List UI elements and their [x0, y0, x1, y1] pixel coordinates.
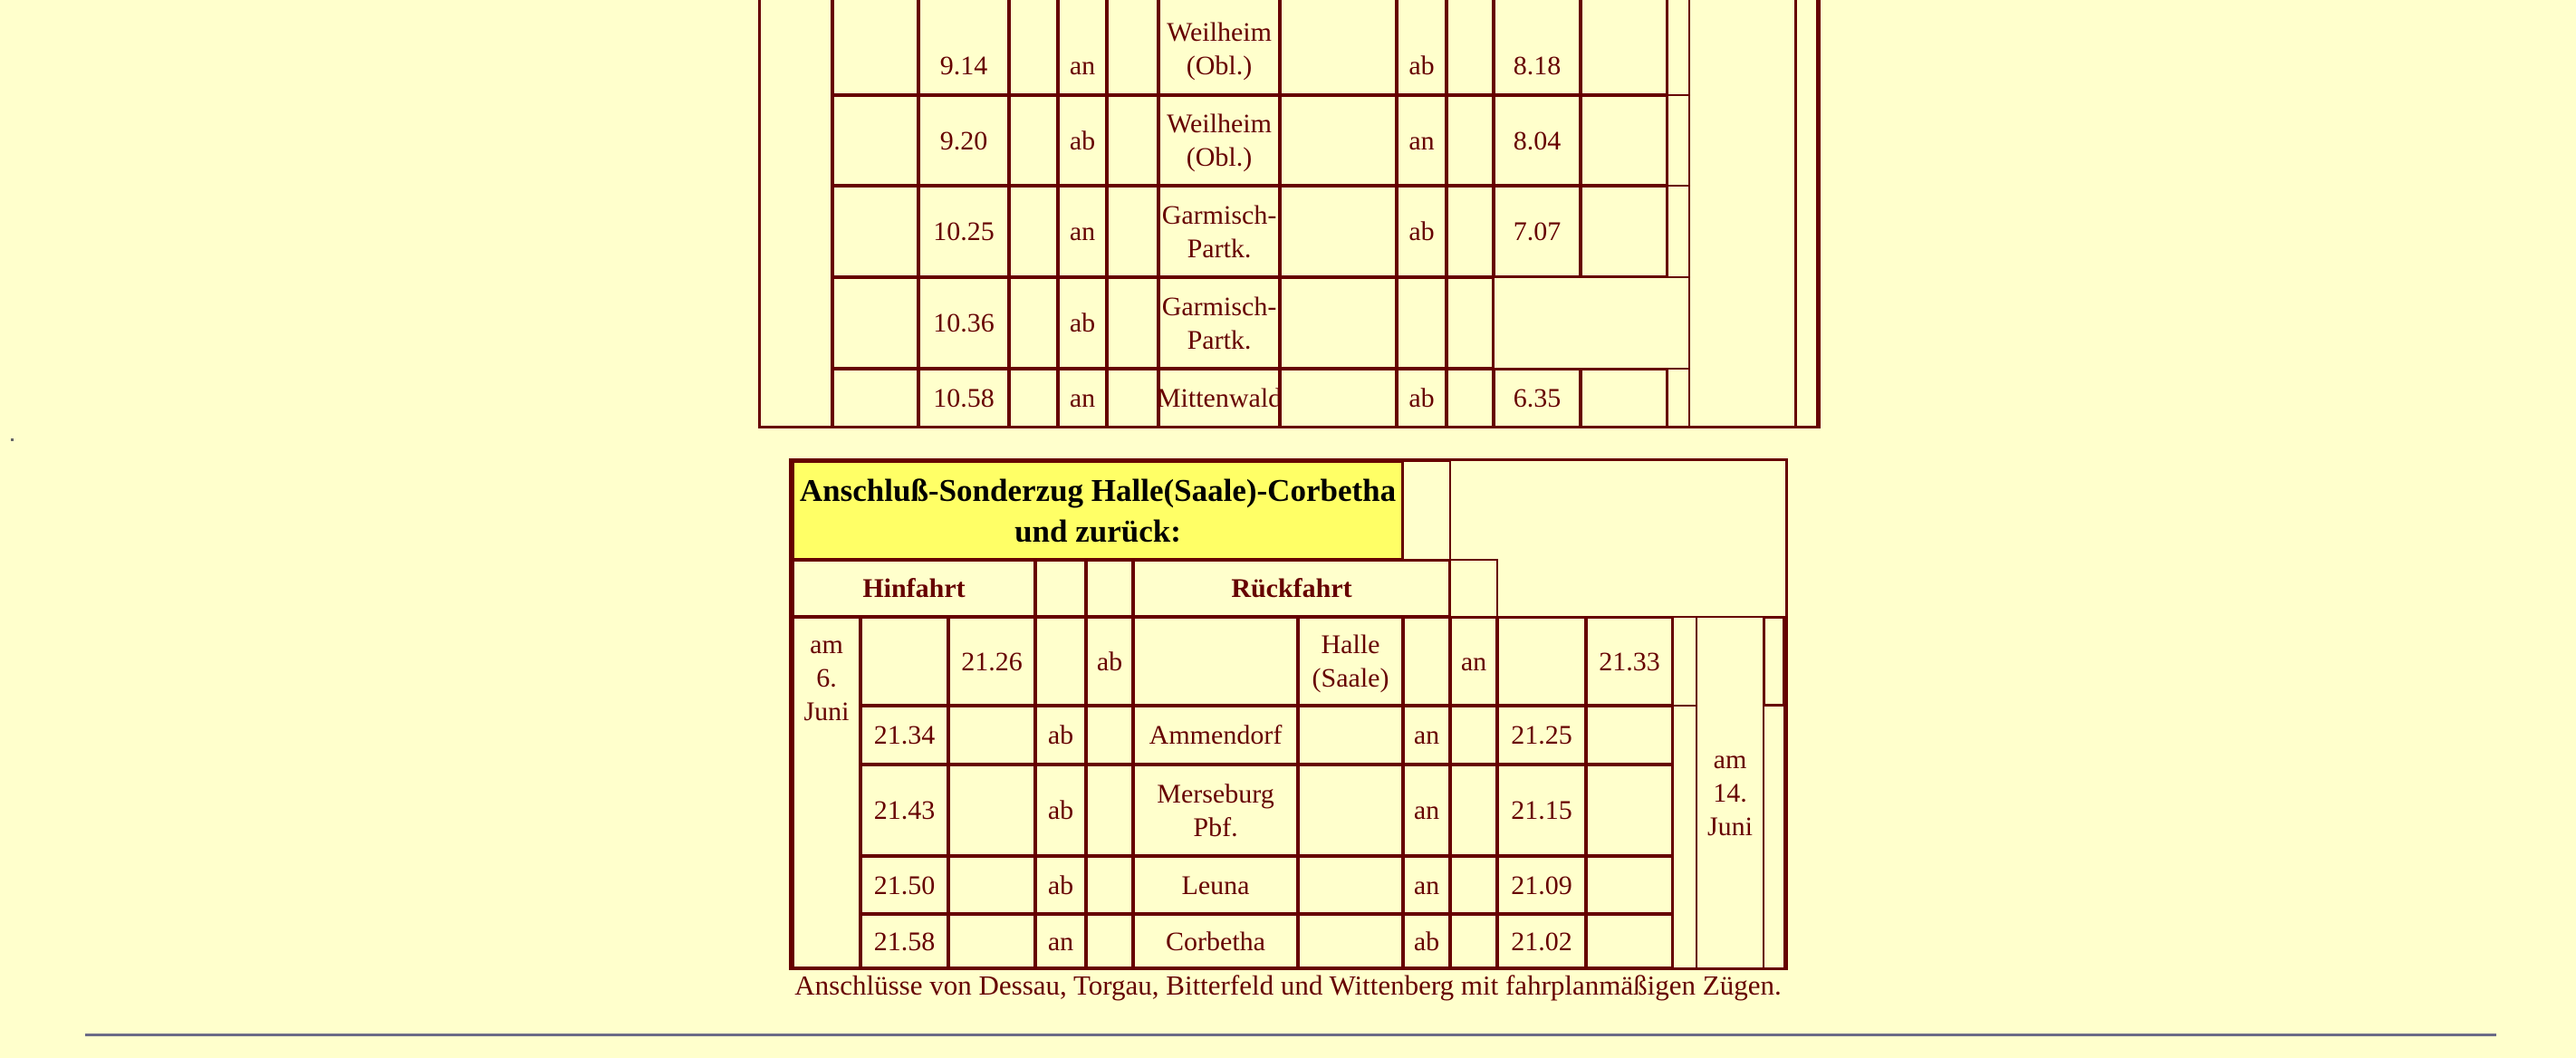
footnote: Anschlüsse von Dessau, Torgau, Bitterfeld und Wittenberg mit fahrplanmäßigen Zügen.	[794, 969, 1782, 1001]
header-spacer	[1034, 559, 1087, 618]
connection-title: Anschluß-Sonderzug Halle(Saale)-Corbetha und zurück:	[792, 460, 1404, 561]
dep-time: 21.43	[860, 764, 949, 857]
cell-empty	[1402, 616, 1451, 707]
dep-time: 10.25	[918, 185, 1010, 278]
arr-time: 21.25	[1496, 705, 1587, 765]
cell-empty	[831, 185, 919, 278]
cell-empty	[1580, 368, 1668, 428]
station-name: Mittenwald	[1158, 368, 1281, 428]
cell-empty	[1085, 913, 1134, 969]
station-name: Corbetha	[1132, 913, 1299, 969]
dep-time: 10.36	[918, 276, 1010, 370]
cell-empty	[1279, 368, 1398, 428]
cell-empty	[1106, 0, 1159, 96]
cell-empty	[1085, 705, 1134, 765]
cell-empty	[1279, 94, 1398, 187]
cell-empty	[1446, 368, 1495, 428]
cell-empty	[1446, 185, 1495, 278]
cell-empty	[947, 855, 1036, 915]
cell-empty	[1585, 705, 1674, 765]
cell-empty	[1034, 616, 1087, 707]
cell-empty	[1132, 616, 1299, 707]
right-edge-cell	[1763, 705, 1785, 969]
upper-left-column	[758, 0, 832, 428]
dir-label: an	[1402, 855, 1451, 915]
dir-label: an	[1396, 94, 1447, 187]
dir-label: ab	[1034, 855, 1087, 915]
arr-time: 21.09	[1496, 855, 1587, 915]
arr-time: 7.07	[1493, 185, 1581, 278]
cell-empty	[1279, 0, 1398, 96]
cell-empty	[1297, 855, 1404, 915]
dir-label: an	[1057, 0, 1108, 96]
arr-time: 6.35	[1493, 368, 1581, 428]
cell-empty	[947, 764, 1036, 857]
cell-empty	[947, 913, 1036, 969]
cell-empty	[1008, 276, 1059, 370]
cell-empty	[1297, 705, 1404, 765]
upper-right-column	[1688, 0, 1796, 428]
title-spacer-cell	[1402, 460, 1451, 561]
cell-empty	[1008, 0, 1059, 96]
dir-label: ab	[1396, 185, 1447, 278]
dir-label: an	[1057, 185, 1108, 278]
header-spacer	[1085, 559, 1134, 618]
arr-time: 21.02	[1496, 913, 1587, 969]
cell-empty	[831, 94, 919, 187]
dep-time: 21.34	[860, 705, 949, 765]
cell-empty	[1580, 94, 1668, 187]
dir-label	[1396, 276, 1447, 370]
cell-empty	[1667, 185, 1690, 278]
cell-empty	[1667, 0, 1690, 96]
cell-empty	[1008, 368, 1059, 428]
cell-empty	[831, 368, 919, 428]
station-name: Leuna	[1132, 855, 1299, 915]
upper-right-edge-column	[1795, 0, 1818, 428]
right-narrow-cell	[1672, 705, 1697, 969]
station-name: Merseburg Pbf.	[1132, 764, 1299, 857]
cell-empty	[1580, 0, 1668, 96]
cell-empty	[1106, 185, 1159, 278]
header-spacer	[1449, 559, 1498, 618]
date-left: am 6. Juni	[792, 616, 861, 969]
cell-empty	[1279, 185, 1398, 278]
dep-time: 10.58	[918, 368, 1010, 428]
dir-label: ab	[1396, 0, 1447, 96]
cell-empty	[1106, 276, 1159, 370]
cell-empty	[1449, 913, 1498, 969]
dir-label: ab	[1034, 764, 1087, 857]
stray-dot	[11, 438, 14, 441]
cell-empty	[1667, 368, 1690, 428]
dir-label: ab	[1057, 94, 1108, 187]
cell-empty	[1297, 913, 1404, 969]
dep-time: 21.26	[947, 616, 1036, 707]
station-name: Garmisch-Partk.	[1158, 276, 1281, 370]
cell-empty	[1585, 855, 1674, 915]
dir-label: an	[1034, 913, 1087, 969]
cell-empty	[831, 0, 919, 96]
cell-empty	[1585, 913, 1674, 969]
cell-empty	[1297, 764, 1404, 857]
cell-empty	[1667, 94, 1690, 187]
arr-time: 8.18	[1493, 0, 1581, 96]
dir-label: ab	[1402, 913, 1451, 969]
dir-label: an	[1402, 764, 1451, 857]
dir-label: an	[1057, 368, 1108, 428]
header-rueckfahrt: Rückfahrt	[1132, 559, 1451, 618]
cell-empty	[1585, 764, 1674, 857]
cell-empty	[1449, 764, 1498, 857]
cell-empty	[1085, 855, 1134, 915]
station-name: Garmisch-Partk.	[1158, 185, 1281, 278]
right-narrow-cell	[1672, 616, 1697, 707]
dir-label: ab	[1396, 368, 1447, 428]
station-name: Halle (Saale)	[1297, 616, 1404, 707]
dir-label: an	[1402, 705, 1451, 765]
station-name: Ammendorf	[1132, 705, 1299, 765]
dep-time: 9.20	[918, 94, 1010, 187]
cell-empty	[1446, 94, 1495, 187]
dep-time: 21.58	[860, 913, 949, 969]
dep-time: 21.50	[860, 855, 949, 915]
cell-empty	[1008, 185, 1059, 278]
cell-empty	[1279, 276, 1398, 370]
cell-empty	[1085, 764, 1134, 857]
station-name: Weilheim (Obl.)	[1158, 94, 1281, 187]
cell-empty	[1106, 368, 1159, 428]
dep-time: 9.14	[918, 0, 1010, 96]
cell-empty	[1449, 855, 1498, 915]
arr-time: 21.15	[1496, 764, 1587, 857]
horizontal-rule	[85, 1034, 2496, 1036]
cell-empty	[1446, 0, 1495, 96]
cell-empty	[1580, 185, 1668, 278]
header-hinfahrt: Hinfahrt	[792, 559, 1036, 618]
cell-empty	[831, 276, 919, 370]
right-edge-cell	[1763, 616, 1785, 707]
cell-empty	[860, 616, 949, 707]
dir-label: ab	[1034, 705, 1087, 765]
date-right: am 14. Juni	[1696, 616, 1764, 969]
dir-label: ab	[1085, 616, 1134, 707]
dir-label: an	[1449, 616, 1498, 707]
arr-time: 21.33	[1585, 616, 1674, 707]
dir-label: ab	[1057, 276, 1108, 370]
cell-empty	[1449, 705, 1498, 765]
arr-time: 8.04	[1493, 94, 1581, 187]
cell-empty	[1446, 276, 1495, 370]
station-name: Weilheim (Obl.)	[1158, 0, 1281, 96]
cell-empty	[1008, 94, 1059, 187]
cell-empty	[1106, 94, 1159, 187]
cell-empty	[1496, 616, 1587, 707]
cell-empty	[947, 705, 1036, 765]
